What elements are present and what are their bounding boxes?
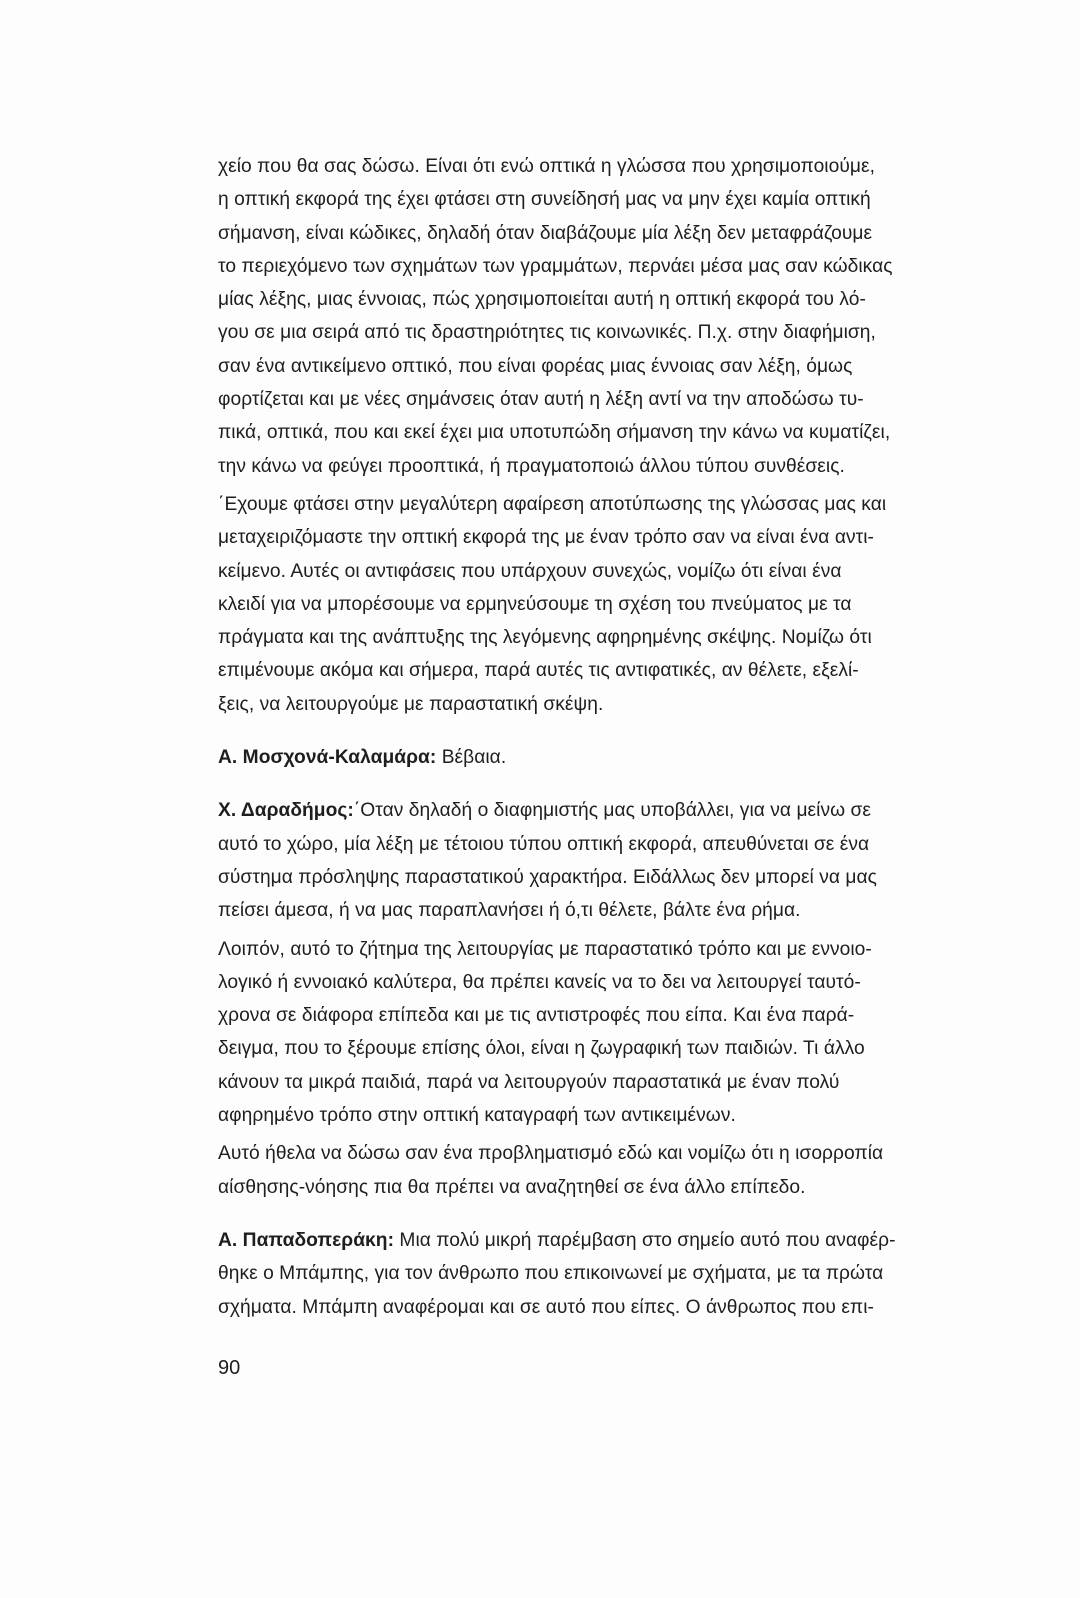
text-line [218, 688, 995, 721]
text-line [218, 828, 995, 861]
text-line [218, 966, 995, 999]
text-line [218, 450, 995, 483]
paragraph-gap [218, 1204, 995, 1224]
text-line [218, 350, 995, 383]
text-line [218, 1224, 995, 1257]
text-line [218, 999, 995, 1032]
text-line [218, 316, 995, 349]
line-text: πικά, οπτικά, που και εκεί έχει μια υποτυπώδη σήμανση την κάνω να κυματίζει, [218, 422, 891, 444]
line-text: αυτό το χώρο, μία λέξη με τέτοιου τύπου οπτική εκφορά, απευθύνεται σε ένα [218, 833, 870, 855]
line-text: Μια πολύ μικρή παρέμβαση στο σημείο αυτό που αναφέρ- [394, 1229, 896, 1251]
line-text: θηκε ο Μπάμπης, για τον άνθρωπο που επικοινωνεί με σχήματα, με τα πρώτα [218, 1263, 884, 1285]
speaker-name: Α. Παπαδοπεράκη: [218, 1229, 395, 1251]
text-line [218, 555, 995, 588]
text-line [218, 1171, 995, 1204]
line-text: κλειδί για να μπορέσουμε να ερμηνεύσουμε τη σχέση του πνεύματος με τα [218, 593, 852, 615]
line-text: σαν ένα αντικείμενο οπτικό, που είναι φορέας μιας έννοιας σαν λέξη, όμως [218, 355, 853, 377]
speaker-name: Χ. Δαραδήμος: [218, 800, 354, 822]
line-text: κείμενο. Αυτές οι αντιφάσεις που υπάρχουν συνεχώς, νομίζω ότι είναι ένα [218, 560, 842, 582]
line-text: Βέβαια. [436, 747, 507, 769]
text-line [218, 654, 995, 687]
line-text: ΄Εχουμε φτάσει στην μεγαλύτερη αφαίρεση αποτύπωσης της γλώσσας μας και [218, 493, 887, 515]
page-number: 90 [218, 1357, 241, 1379]
body-paragraph [218, 1137, 995, 1204]
line-text: πείσει άμεσα, ή να μας παραπλανήσει ή ό,τι θέλετε, βάλτε ένα ρήμα. [218, 900, 801, 922]
dialogue-paragraph [218, 1224, 995, 1324]
line-text: το περιεχόμενο των σχημάτων των γραμμάτων, περνάει μέσα μας σαν κώδικας [218, 255, 893, 277]
line-text: αφηρημένο τρόπο στην οπτική καταγραφή των αντικειμένων. [218, 1105, 736, 1127]
line-text: ΄Οταν δηλαδή ο διαφημιστής μας υποβάλλει, για να μείνω σε [353, 800, 872, 822]
text-line [218, 741, 995, 774]
line-text: αίσθησης-νόησης πια θα πρέπει να αναζητηθεί σε ένα άλλο επίπεδο. [218, 1176, 806, 1198]
text-line [218, 150, 995, 183]
line-text: φορτίζεται και με νέες σημάνσεις όταν αυτή η λέξη αντί να την αποδώσω τυ- [218, 389, 864, 411]
line-text: ξεις, να λειτουργούμε με παραστατική σκέψη. [218, 693, 604, 715]
line-text: δειγμα, που το ξέρουμε επίσης όλοι, είναι η ζωγραφική των παιδιών. Τι άλλο [218, 1038, 865, 1060]
text-line [218, 933, 995, 966]
line-text: σήμανση, είναι κώδικες, δηλαδή όταν διαβάζουμε μία λέξη δεν μεταφράζουμε [218, 222, 873, 244]
line-text: πράγματα και της ανάπτυξης της λεγόμενης αφηρημένης σκέψης. Νομίζω ότι [218, 627, 872, 649]
text-line [218, 1291, 995, 1324]
text-line [218, 250, 995, 283]
body-paragraph [218, 933, 995, 1133]
line-text: σύστημα πρόσληψης παραστατικού χαρακτήρα. Ειδάλλως δεν μπορεί να μας [218, 866, 877, 888]
text-line [218, 383, 995, 416]
text-line [218, 1032, 995, 1065]
text-line [218, 861, 995, 894]
paragraph-gap [218, 774, 995, 794]
paragraph-gap [218, 721, 995, 741]
line-text: επιμένουμε ακόμα και σήμερα, παρά αυτές τις αντιφατικές, αν θέλετε, εξελί- [218, 660, 859, 682]
dialogue-paragraph [218, 794, 995, 927]
line-text: λογικό ή εννοιακό καλύτερα, θα πρέπει κανείς να το δει να λειτουργεί ταυτό- [218, 971, 861, 993]
line-text: χείο που θα σας δώσω. Είναι ότι ενώ οπτικά η γλώσσα που χρησιμοποιούμε, [218, 156, 875, 177]
line-text: κάνουν τα μικρά παιδιά, παρά να λειτουργούν παραστατικά με έναν πολύ [218, 1071, 840, 1093]
line-text: γου σε μια σειρά από τις δραστηριότητες τις κοινωνικές. Π.χ. στην διαφήμιση, [218, 322, 876, 344]
line-text: σχήματα. Μπάμπη αναφέρομαι και σε αυτό που είπες. Ο άνθρωπος που επι- [218, 1296, 874, 1318]
text-line [218, 1137, 995, 1170]
line-text: Αυτό ήθελα να δώσω σαν ένα προβληματισμό εδώ και νομίζω ότι η ισορροπία [218, 1143, 884, 1165]
text-line [218, 1066, 995, 1099]
text-line [218, 416, 995, 449]
text-line [218, 283, 995, 316]
text-line [218, 488, 995, 521]
line-text: μεταχειριζόμαστε την οπτική εκφορά της με έναν τρόπο σαν να είναι ένα αντι- [218, 527, 875, 549]
text-line [218, 1257, 995, 1290]
text-line [218, 894, 995, 927]
text-line [218, 621, 995, 654]
line-text: μίας λέξης, μιας έννοιας, πώς χρησιμοποιείται αυτή η οπτική εκφορά του λό- [218, 289, 866, 311]
line-text: χρονα σε διάφορα επίπεδα και με τις αντιστροφές που είπα. Και ένα παρά- [218, 1005, 855, 1027]
body-paragraph [218, 488, 995, 721]
text-line [218, 183, 995, 216]
text-line [218, 217, 995, 250]
text-line [218, 521, 995, 554]
text-line [218, 1099, 995, 1132]
line-text: Λοιπόν, αυτό το ζήτημα της λειτουργίας με παραστατικό τρόπο και με εννοιο- [218, 938, 872, 960]
dialogue-paragraph [218, 741, 995, 774]
text-line [218, 588, 995, 621]
line-text: η οπτική εκφορά της έχει φτάσει στη συνείδησή μας να μην έχει καμία οπτική [218, 189, 871, 211]
page-body [218, 150, 995, 1324]
body-paragraph [218, 150, 995, 483]
speaker-name: Α. Μοσχονά-Καλαμάρα: [218, 747, 437, 769]
line-text: την κάνω να φεύγει προοπτικά, ή πραγματοποιώ άλλου τύπου συνθέσεις. [218, 455, 845, 477]
text-line [218, 794, 995, 827]
